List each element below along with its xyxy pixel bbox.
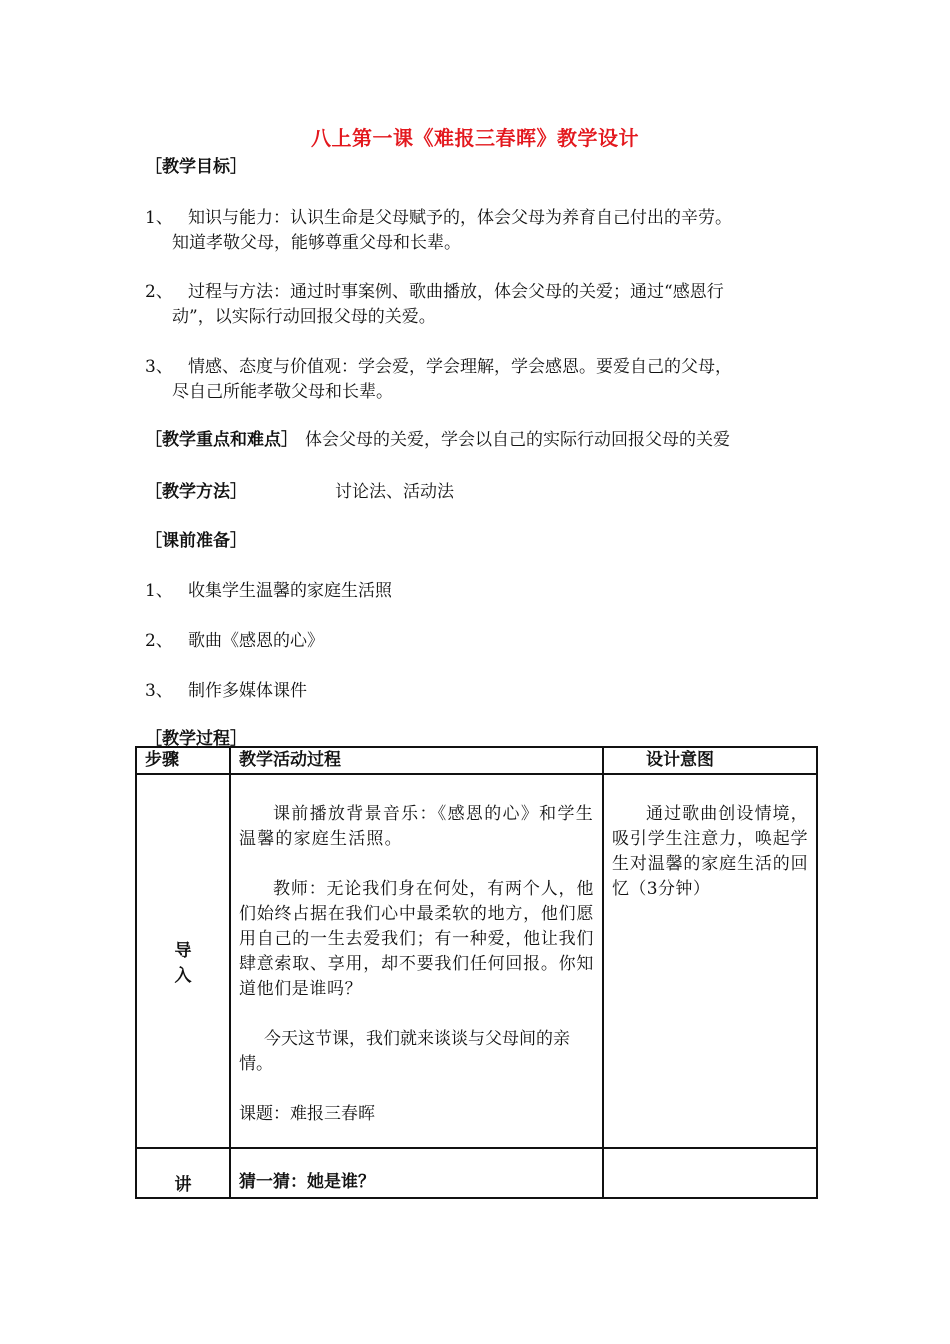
column-header-activity: 教学活动过程 xyxy=(230,747,603,774)
objective-text: 知识与能力：认识生命是父母赋予的，体会父母为养育自己付出的辛劳。 xyxy=(188,208,732,228)
key-points-text: 体会父母的关爱，学会以自己的实际行动回报父母的关爱 xyxy=(305,430,730,450)
preparation-number: 2、 xyxy=(145,631,173,651)
key-points-heading: ［教学重点和难点］ xyxy=(145,430,298,450)
objective-text-cont: 动”，以实际行动回报父母的关爱。 xyxy=(172,307,436,327)
intent-cell xyxy=(603,774,817,1148)
activity-cell xyxy=(230,774,603,1148)
objective-text: 过程与方法：通过时事案例、歌曲播放，体会父母的关爱；通过“感恩行 xyxy=(188,282,724,302)
objective-number: 3、 xyxy=(145,357,173,377)
column-header-intent: 设计意图 xyxy=(603,747,817,774)
preparation-number: 3、 xyxy=(145,681,173,701)
document-title: 八上第一课《难报三春晖》教学设计 xyxy=(311,126,639,150)
preparation-item: 歌曲《感恩的心》 xyxy=(188,631,324,651)
process-heading: ［教学过程］ xyxy=(145,729,247,749)
method-heading: ［教学方法］ xyxy=(145,482,247,502)
objective-number: 1、 xyxy=(145,208,173,228)
method-text: 讨论法、活动法 xyxy=(335,482,454,502)
preparation-item: 收集学生温馨的家庭生活照 xyxy=(188,581,392,601)
activity-paragraph: 课题：难报三春晖 xyxy=(239,1104,375,1124)
objectives-heading: ［教学目标］ xyxy=(145,157,247,177)
activity-bold-text: 猜一猜：她是谁？ xyxy=(239,1172,375,1192)
step-label: 讲 xyxy=(174,1175,192,1195)
activity-paragraph: 今天这节课，我们就来谈谈与父母间的亲情。 xyxy=(239,1029,570,1074)
preparation-number: 1、 xyxy=(145,581,173,601)
intent-cell xyxy=(603,1148,817,1198)
intent-text: 通过歌曲创设情境，吸引学生注意力，唤起学生对温馨的家庭生活的回忆（3分钟） xyxy=(612,804,808,899)
step-label: 导 入 xyxy=(174,941,192,986)
preparation-heading: ［课前准备］ xyxy=(145,531,247,551)
activity-cell xyxy=(230,1148,603,1198)
preparation-item: 制作多媒体课件 xyxy=(188,681,307,701)
step-cell xyxy=(136,1148,230,1198)
process-table xyxy=(135,746,818,1199)
table-row xyxy=(136,1148,817,1198)
objective-text-cont: 尽自己所能孝敬父母和长辈。 xyxy=(172,382,393,402)
objective-text: 情感、态度与价值观：学会爱，学会理解，学会感恩。要爱自己的父母， xyxy=(188,357,732,377)
objective-text-cont: 知道孝敬父母，能够尊重父母和长辈。 xyxy=(172,233,461,253)
activity-paragraph: 教师：无论我们身在何处，有两个人，他们始终占据在我们心中最柔软的地方，他们愿用自己的一生去爱我们；有一种爱，他让我们肆意索取、享用，却不要我们任何回报。你知道他们是谁吗？ xyxy=(239,879,594,999)
step-cell xyxy=(136,774,230,1148)
column-header-step: 步骤 xyxy=(136,747,230,774)
table-row xyxy=(136,774,817,1148)
table-header-row xyxy=(136,747,817,774)
activity-paragraph: 课前播放背景音乐：《感恩的心》和学生温馨的家庭生活照。 xyxy=(239,804,594,849)
objective-number: 2、 xyxy=(145,282,173,302)
